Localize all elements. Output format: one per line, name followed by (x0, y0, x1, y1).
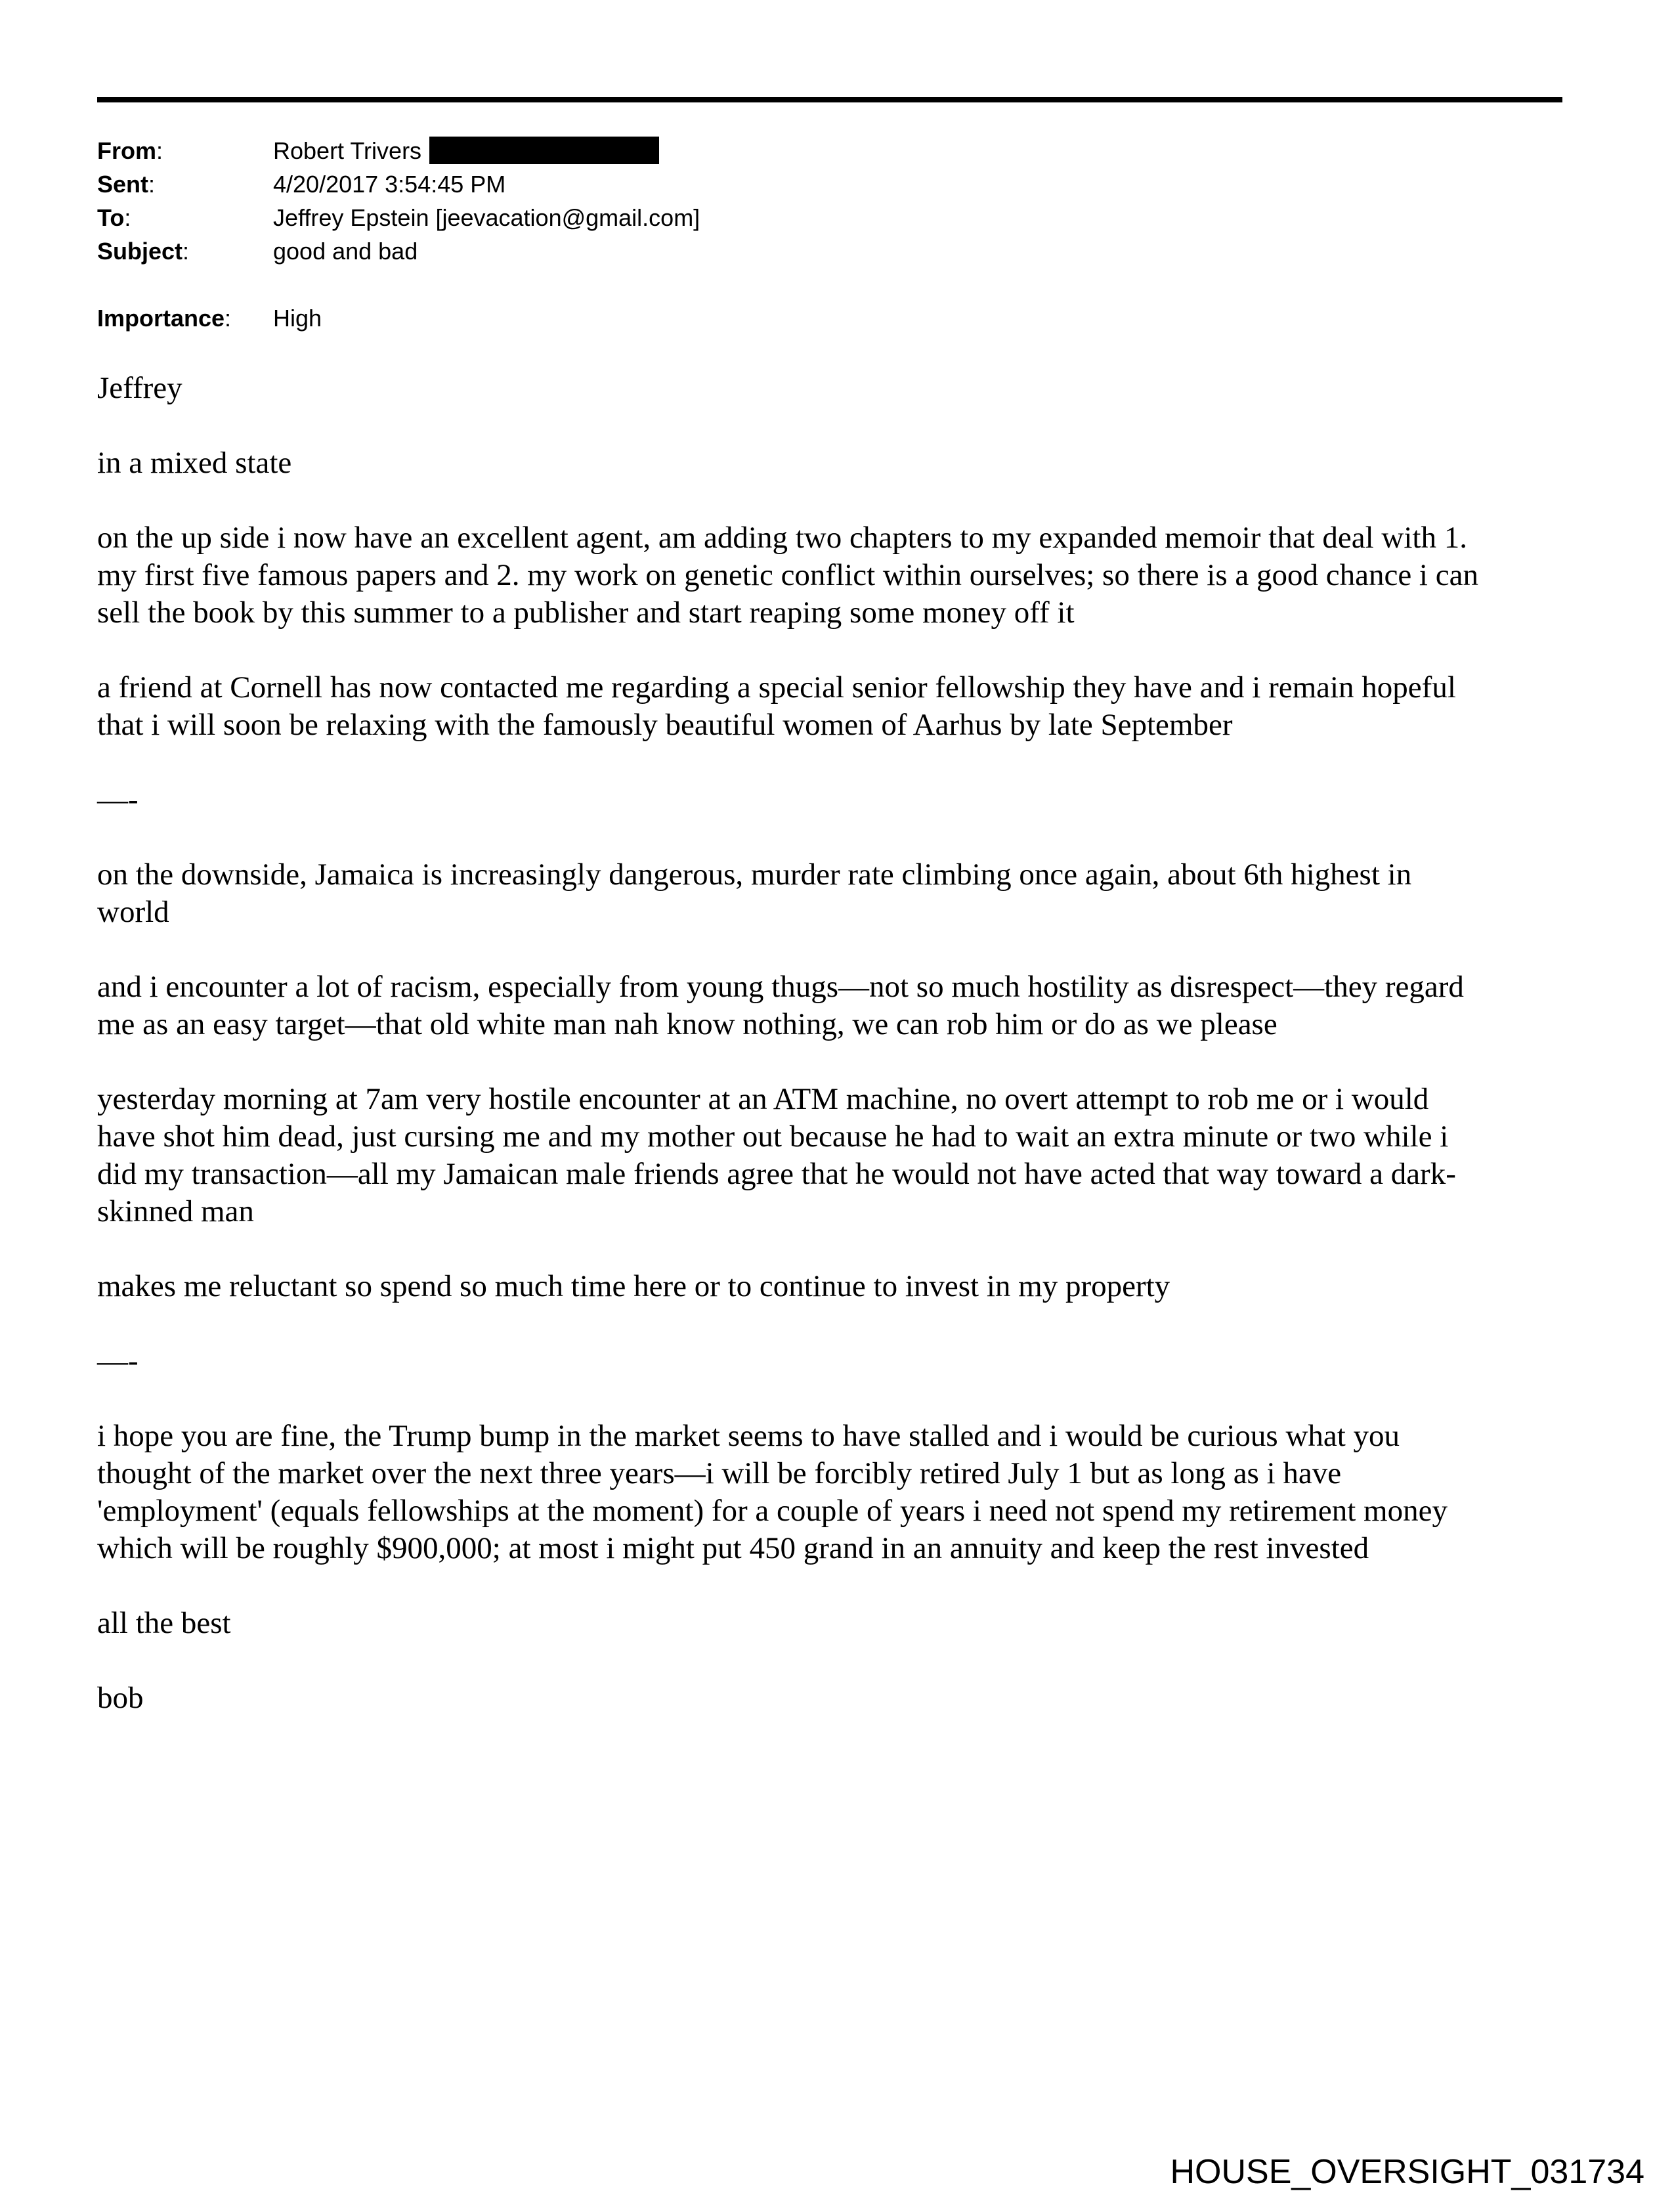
paragraph-market (97, 1418, 1568, 1567)
body-line: that i will soon be relaxing with the famously beautiful women of Aarhus by late September (97, 708, 1233, 742)
body-line: makes me reluctant so spend so much time here or to continue to invest in my property (97, 1269, 1170, 1303)
body-line: did my transaction—all my Jamaican male friends agree that he would not have acted that way toward a dark- (97, 1157, 1456, 1191)
body-line: my first five famous papers and 2. my work on genetic conflict within ourselves; so there is a good chance i can (97, 558, 1478, 592)
paragraph-signature (97, 1680, 1568, 1717)
to-label: To: (97, 204, 131, 231)
bates-number: HOUSE_OVERSIGHT_031734 (1170, 2153, 1644, 2191)
body-line: —- (97, 1344, 139, 1378)
subject-value: good and bad (273, 238, 418, 265)
paragraph-upside (97, 519, 1568, 632)
body-line: bob (97, 1681, 144, 1715)
importance-value: High (273, 305, 322, 332)
paragraph-greeting (97, 370, 1568, 407)
body-line: sell the book by this summer to a publisher and start reaping some money off it (97, 596, 1075, 630)
body-line: on the downside, Jamaica is increasingly dangerous, murder rate climbing once again, about 6th highest in (97, 857, 1412, 892)
email-body (97, 370, 1568, 1717)
body-line: me as an easy target—that old white man nah know nothing, we can rob him or do as we please (97, 1007, 1277, 1041)
body-line: skinned man (97, 1194, 254, 1228)
body-line: i hope you are fine, the Trump bump in the market seems to have stalled and i would be curious what you (97, 1419, 1400, 1453)
body-line: have shot him dead, just cursing me and my mother out because he had to wait an extra minute or two while i (97, 1119, 1449, 1154)
body-line: Jeffrey (97, 371, 182, 405)
subject-label: Subject: (97, 238, 190, 265)
body-line: in a mixed state (97, 446, 292, 480)
paragraph-separator-2 (97, 1343, 1568, 1380)
body-line: —- (97, 783, 139, 817)
paragraph-reluctant (97, 1268, 1568, 1305)
from-value: Robert Trivers (273, 134, 659, 167)
sent-value: 4/20/2017 3:54:45 PM (273, 171, 506, 198)
header-divider-rule (97, 97, 1562, 102)
paragraph-cornell (97, 669, 1568, 744)
paragraph-atm (97, 1081, 1568, 1230)
body-line: world (97, 895, 169, 929)
body-line: which will be roughly $900,000; at most i might put 450 grand in an annuity and keep the rest invested (97, 1531, 1369, 1565)
body-line: on the up side i now have an excellent agent, am adding two chapters to my expanded memoir that deal with 1. (97, 521, 1467, 555)
body-line: thought of the market over the next three years—i will be forcibly retired July 1 but as long as i have (97, 1456, 1342, 1490)
body-line: a friend at Cornell has now contacted me regarding a special senior fellowship they have and i remain hopeful (97, 670, 1456, 705)
paragraph-closing (97, 1605, 1568, 1642)
body-line: and i encounter a lot of racism, especially from young thugs—not so much hostility as disrespect—they regard (97, 970, 1464, 1004)
paragraph-racism (97, 968, 1568, 1043)
paragraph-downside (97, 856, 1568, 931)
redaction-box (429, 137, 659, 164)
sent-label: Sent: (97, 171, 156, 198)
paragraph-mixed-state (97, 445, 1568, 482)
body-line: 'employment' (equals fellowships at the moment) for a couple of years i need not spend my retirement money (97, 1494, 1448, 1528)
body-line: yesterday morning at 7am very hostile encounter at an ATM machine, no overt attempt to rob me or i would (97, 1082, 1429, 1116)
body-line: all the best (97, 1606, 231, 1640)
from-label: From: (97, 137, 163, 164)
to-value: Jeffrey Epstein [jeevacation@gmail.com] (273, 204, 700, 231)
importance-label: Importance: (97, 305, 232, 332)
paragraph-separator-1 (97, 781, 1568, 819)
